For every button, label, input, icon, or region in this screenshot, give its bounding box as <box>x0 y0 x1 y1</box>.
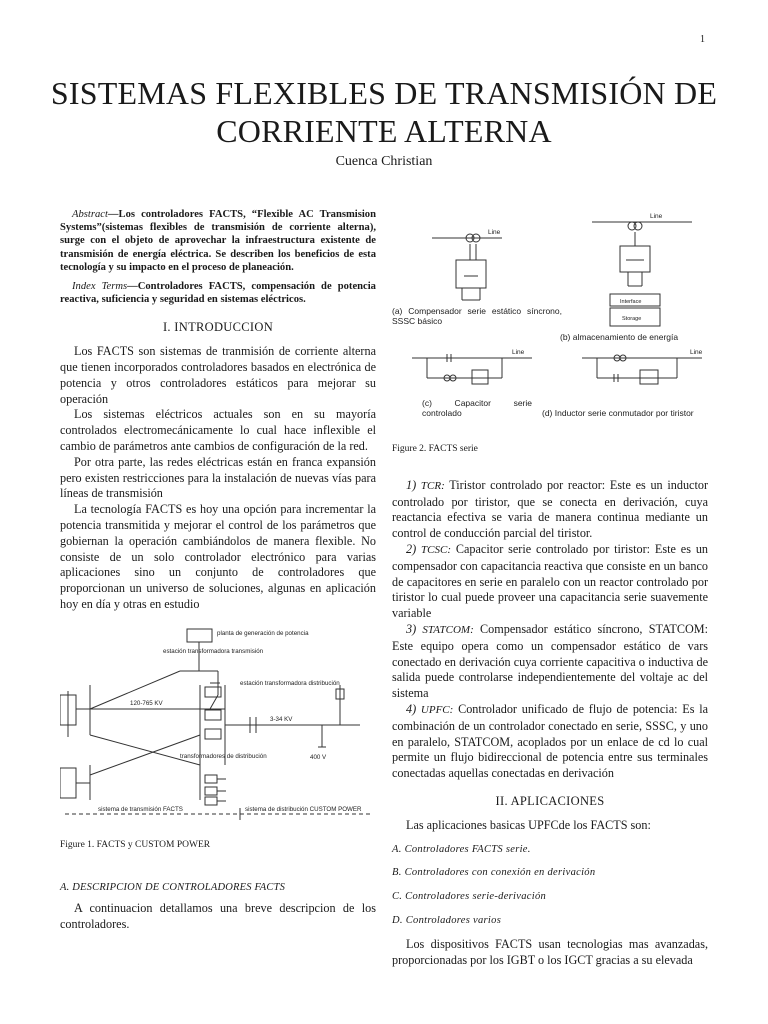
left-column <box>60 208 376 933</box>
controller-text: Compensador estático síncrono, STATCOM: Este equipo opera como un compensador estático de vars conectado en derivación cuya corriente capacitiva o inductiva de salida puede controlarse independientemente del voltaje ac del sistema <box>392 621 709 701</box>
application-item: A. Controladores FACTS serie. <box>392 843 531 855</box>
paragraph: Por otra parte, las redes eléctricas están en franca expansión pero existen restricciones para la instalación de nuevas vías para líneas de transmisión <box>60 454 376 501</box>
paragraph: Las aplicaciones basicas UPFCde los FACTS son: <box>406 817 651 832</box>
controller-num: 3) <box>406 621 417 636</box>
application-item: B. Controladores con conexión en derivación <box>392 867 596 879</box>
fig1-label-mv: 3-34 KV <box>270 715 293 723</box>
controller-text: Tiristor controlado por reactor: Este es un inductor controlado por tiristor, que se conecta en derivación, cuya reactancia efectiva se varia de manera continua mediante un control de conducción parcial del tiristor. <box>392 477 709 541</box>
controller-text: Capacitor serie controlado por tiristor: Este es un compensador con capacitancia reactiva que consiste en un banco de capacitores en serie en paralelo con un reactor controlado por tiristor lo cual puede proveer una capacitancia serie suavemente variable <box>392 541 709 621</box>
controller-name: STATCOM: <box>422 623 474 636</box>
fig2-label-line-a: Line <box>488 229 501 236</box>
figure-2-diagram <box>392 208 722 436</box>
controller-text: Controlador unificado de flujo de potencia: Es la combinación de un controlador conectado en serie, SSSC, y uno en paralelo, STATCOM, acoplados por un enlace de cd lo cual permite un flujo bidireccional de potencia entre sus terminales conectadas aquellas conectadas en derivación <box>392 701 708 781</box>
section-2-heading: II. APLICACIONES <box>495 793 605 808</box>
converter-box-b <box>620 246 650 272</box>
fig2-label-interface: Interface <box>620 299 642 305</box>
application-item: D. Controladores varios <box>392 914 502 926</box>
controller-name: UPFC: <box>420 703 454 716</box>
converter-box-a <box>456 260 486 288</box>
abstract <box>60 208 376 274</box>
controller-item <box>392 702 708 782</box>
index-terms-label: Index Terms <box>72 281 128 293</box>
section-1-heading: I. INTRODUCCION <box>162 320 274 335</box>
abstract-text: —Los controladores FACTS, “Flexible AC Transmision Systems”(sistemas flexibles de transmisión de corriente alterna), surge con el objeto de aprovechar la infraestructura existente de transmisión de energía eléctrica. Se describen los beneficios de esta tecnología y su impacto en el proceso de planeación. <box>60 209 376 273</box>
plant-box <box>187 629 212 642</box>
paragraph: Los FACTS son sistemas de tranmisión de corriente alterna que tienen incorporados controladores basados en electrónica de potencia y otros controladores estáticos para mejorar su operación <box>60 344 376 406</box>
figure-1-diagram <box>60 625 376 830</box>
fig2-label-d: (d) Inductor serie conmutador por tiristor <box>542 408 694 418</box>
fig2-label-line-c: Line <box>512 349 525 356</box>
index-terms-text: —Controladores FACTS, compensación de potencia reactiva, suficiencia y seguridad en sistemas eléctricos. <box>60 281 376 306</box>
fig1-label-facts-sys: sistema de transmisión FACTS <box>98 805 183 813</box>
paragraph: Los sistemas eléctricos actuales son en su mayoría controlados electromecánicamente lo cual hace inflexible el cambio de parámetros ante cambios de configuración de la red. <box>60 407 376 453</box>
paragraph: Los dispositivos FACTS usan tecnologias mas avanzadas, proporcionadas por los IGBT o los IGCT gracias a su elevada <box>392 936 708 967</box>
controller-item <box>392 478 708 542</box>
fig2-label-line-b: Line <box>650 213 663 220</box>
controller-item <box>392 622 708 702</box>
paragraph: A continuacion detallamos una breve descripcion de los controladores. <box>60 901 376 932</box>
fig2-label-b: (b) almacenamiento de energía <box>560 332 679 342</box>
fig1-label-lv: 400 V <box>310 753 327 761</box>
controller-num: 4) <box>406 701 417 716</box>
right-column <box>392 208 708 968</box>
controller-name: TCR: <box>420 479 445 492</box>
controller-name: TCSC: <box>421 543 452 556</box>
fig2-label-c: (c) Capacitor serie controlado <box>422 398 532 418</box>
figure-1-caption: Figure 1. FACTS y CUSTOM POWER <box>60 839 211 850</box>
application-item: C. Controladores serie-derivación <box>392 891 547 903</box>
fig1-label-transformers: transformadores de distribución <box>180 752 267 760</box>
controller-num: 1) <box>406 477 417 492</box>
fig1-label-station: estación transformadora transmisión <box>163 647 264 655</box>
paragraph: La tecnología FACTS es hoy una opción para incrementar la potencia transmitida y mejorar el control de los parámetros que gobiernan la operación cambiándolos de manera flexible. No consiste de un solo controlador electrónico para varias aplicaciones sino un conjunto de controladores que proporcionan un universo de soluciones, algunas en aplicación hoy en día y otras en estudio <box>60 502 376 611</box>
fig2-label-storage: Storage <box>622 316 642 322</box>
controller-num: 2) <box>406 541 417 556</box>
subsection-a-heading: A. DESCRIPCION DE CONTROLADORES FACTS <box>60 881 286 893</box>
index-terms <box>60 280 376 306</box>
figure-2-caption: Figure 2. FACTS serie <box>392 444 478 454</box>
fig1-label-hv: 120-765 KV <box>130 699 163 707</box>
fig2-label-line-d: Line <box>690 349 703 356</box>
page-number: 1 <box>700 34 705 45</box>
fig1-label-dist-station: estación transformadora distribución <box>240 679 340 687</box>
generator-box-bottom <box>60 768 76 798</box>
abstract-label: Abstract <box>72 209 108 220</box>
controller-item <box>392 542 708 622</box>
author: Cuenca Christian <box>335 154 433 169</box>
fig1-label-custom-sys: sistema de distribución CUSTOM POWER <box>245 805 362 813</box>
fig2-label-a: (a) Compensador serie estático síncrono, SSSC básico <box>392 306 562 326</box>
paper-title: SISTEMAS FLEXIBLES DE TRANSMISIÓN DE CORRIENTE ALTERNA <box>50 75 718 149</box>
fig1-label-plant: planta de generación de potencia <box>217 629 309 637</box>
